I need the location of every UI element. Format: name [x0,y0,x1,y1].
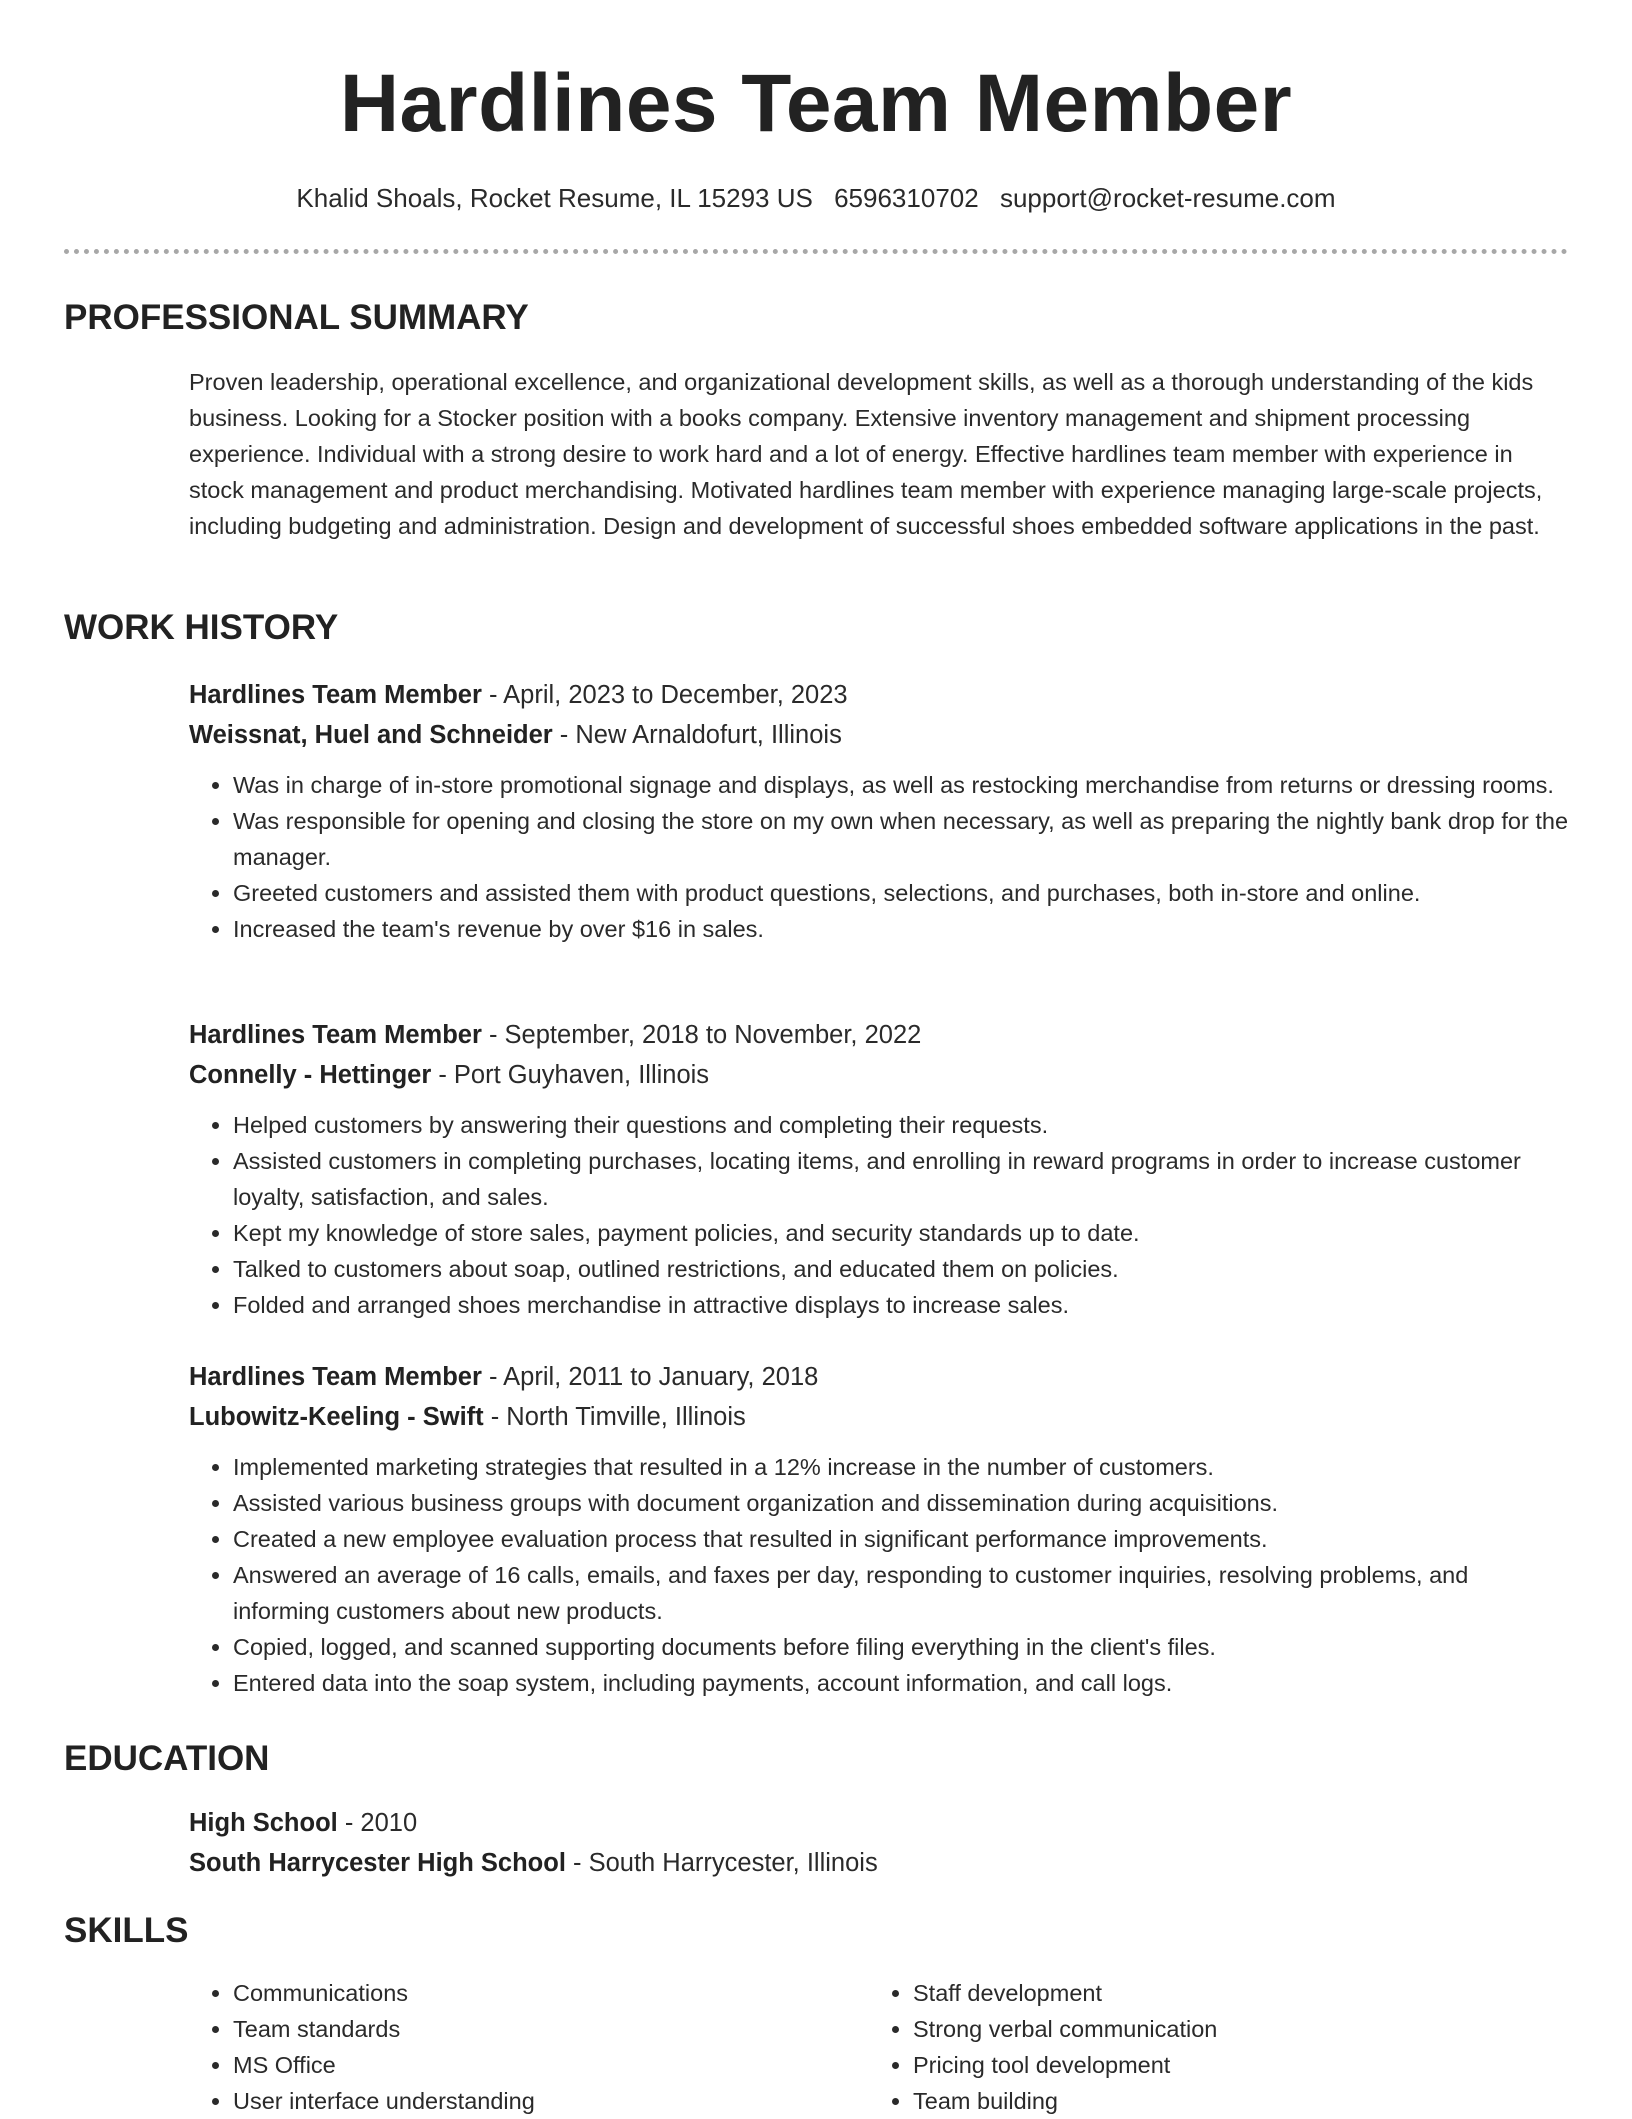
job-bullet: • Folded and arranged shoes merchandise in attractive displays to increase sales. [233,1287,1569,1323]
job-bullet: • Implemented marketing strategies that resulted in a 12% increase in the number of customers. [233,1449,1569,1485]
education-degree: High School [189,1809,338,1837]
header-divider [64,249,1568,254]
skill-item: • Staff development [913,1975,1549,2011]
job-bullet: • Was in charge of in-store promotional signage and displays, as well as restocking merchandise from returns or dressing rooms. [233,767,1569,803]
contact-phone: 6596310702 [834,183,979,213]
skills-column-left [189,1975,869,2119]
job-company: Connelly - Hettinger [189,1061,432,1089]
job-title: Hardlines Team Member [189,681,482,709]
job-bullet: • Answered an average of 16 calls, emails, and faxes per day, responding to customer inquiries, resolving problems, and informing customers about new products. [233,1557,1569,1629]
skill-item: • Strong verbal communication [913,2011,1549,2047]
resume-title: Hardlines Team Member [339,58,1293,149]
job-bullet: • Assisted customers in completing purchases, locating items, and enrolling in reward programs in order to increase customer loyalty, satisfaction, and sales. [233,1143,1569,1215]
job-title-line [189,1015,1569,1055]
education-school: South Harrycester High School [189,1849,566,1877]
summary-text: Proven leadership, operational excellence, and organizational development skills, as well as a thorough understanding of the kids business. Looking for a Stocker position with a books company. Extensive inventory management and shipment processing experience. Individual with a strong desire to work hard and a lot of energy. Effective hardlines team member with experience in stock management and product merchandising. Motivated hardlines team member with experience managing large-scale projects, including budgeting and administration. Design and development of successful shoes embedded software applications in the past. [189,369,1543,539]
job-company: Lubowitz-Keeling - Swift [189,1403,484,1431]
summary-block [189,364,1569,544]
job-bullet: • Entered data into the soap system, including payments, account information, and call logs. [233,1665,1569,1701]
job-bullet: • Increased the team's revenue by over $16 in sales. [233,911,1569,947]
job-company-line [189,715,1569,755]
job-bullets [189,1449,1569,1701]
education-year: - 2010 [337,1809,418,1837]
job-title-line [189,1357,1569,1397]
job-dates: - September, 2018 to November, 2022 [481,1021,922,1049]
job-entry [189,1357,1569,1701]
section-heading-skills: SKILLS [64,1911,189,1950]
education-location: - South Harrycester, Illinois [565,1849,878,1877]
job-title: Hardlines Team Member [189,1021,482,1049]
job-bullet: • Assisted various business groups with document organization and dissemination during acquisitions. [233,1485,1569,1521]
job-bullet: • Helped customers by answering their questions and completing their requests. [233,1107,1569,1143]
skill-item: • Team building [913,2083,1549,2119]
job-location: - New Arnaldofurt, Illinois [552,721,842,749]
job-entry [189,1015,1569,1323]
job-entry [189,675,1569,947]
job-bullet: • Was responsible for opening and closing the store on my own when necessary, as well as preparing the nightly bank drop for the manager. [233,803,1569,875]
job-company: Weissnat, Huel and Schneider [189,721,553,749]
skill-item: • Communications [233,1975,869,2011]
job-bullets [189,1107,1569,1323]
job-bullet: • Created a new employee evaluation process that resulted in significant performance improvements. [233,1521,1569,1557]
job-bullet: • Greeted customers and assisted them with product questions, selections, and purchases, both in-store and online. [233,875,1569,911]
job-title-line [189,675,1569,715]
job-dates: - April, 2011 to January, 2018 [481,1363,819,1391]
job-company-line [189,1397,1569,1437]
education-school-line [189,1843,1569,1883]
job-location: - North Timville, Illinois [483,1403,746,1431]
skills-list [189,1975,1569,2112]
job-dates: - April, 2023 to December, 2023 [481,681,848,709]
skill-item: • MS Office [233,2047,869,2083]
job-location: - Port Guyhaven, Illinois [431,1061,710,1089]
education-entry [189,1803,1569,1883]
skill-item: • Pricing tool development [913,2047,1549,2083]
job-bullet: • Talked to customers about soap, outlined restrictions, and educated them on policies. [233,1251,1569,1287]
job-bullets [189,767,1569,947]
section-heading-education: EDUCATION [64,1739,270,1778]
skill-item: • User interface understanding [233,2083,869,2119]
job-bullet: • Kept my knowledge of store sales, payment policies, and security standards up to date. [233,1215,1569,1251]
section-heading-summary: PROFESSIONAL SUMMARY [64,298,529,337]
job-company-line [189,1055,1569,1095]
section-heading-work-history: WORK HISTORY [64,608,339,647]
education-degree-line [189,1803,1569,1843]
job-bullet: • Copied, logged, and scanned supporting documents before filing everything in the client's files. [233,1629,1569,1665]
skills-column-right [869,1975,1549,2119]
contact-line [64,180,1568,216]
contact-address: Khalid Shoals, Rocket Resume, IL 15293 US [296,183,813,213]
skill-item: • Team standards [233,2011,869,2047]
contact-email: support@rocket-resume.com [999,183,1336,213]
job-title: Hardlines Team Member [189,1363,482,1391]
